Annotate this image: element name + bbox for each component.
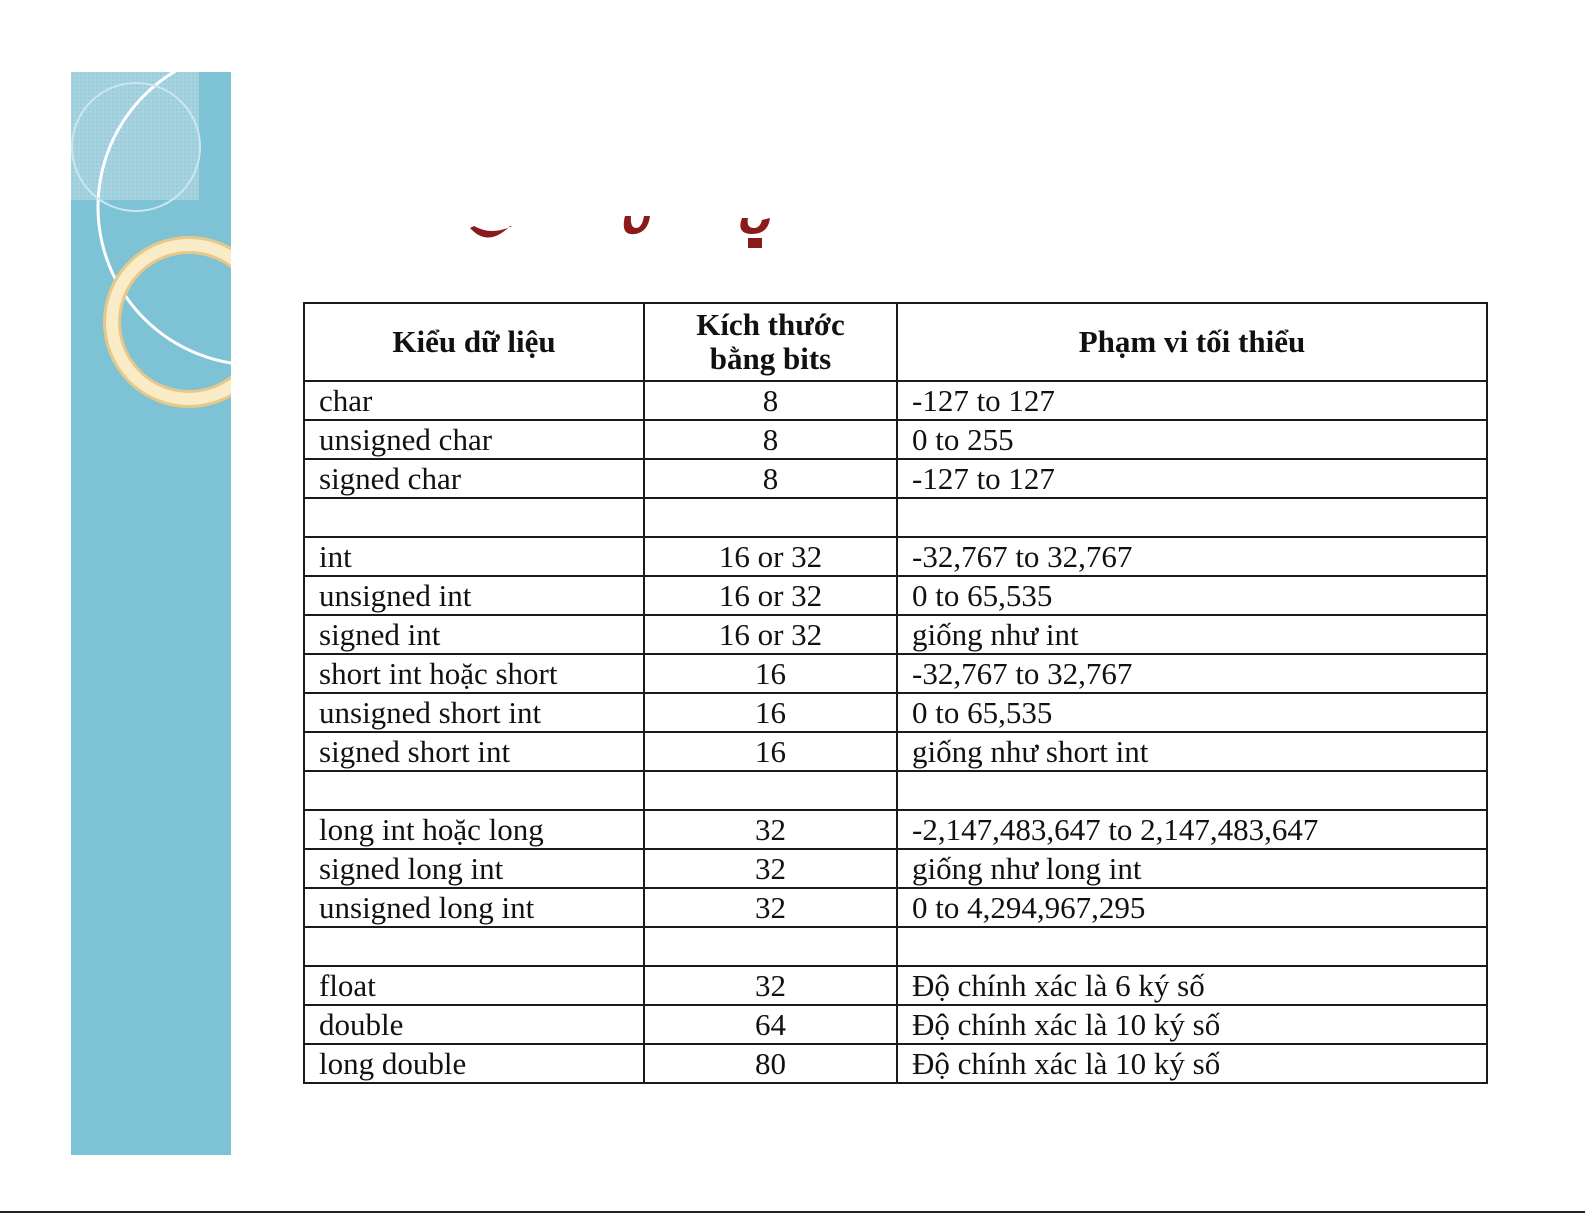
cell-range: -2,147,483,647 to 2,147,483,647 (897, 810, 1487, 849)
cell-range: giống như short int (897, 732, 1487, 771)
cell-type: long double (304, 1044, 644, 1083)
cell-type: signed char (304, 459, 644, 498)
cell-bits: 32 (644, 849, 897, 888)
table-body (304, 381, 1487, 1083)
cell-range (897, 927, 1487, 966)
header-data-type: Kiểu dữ liệu (304, 303, 644, 381)
cell-type: unsigned char (304, 420, 644, 459)
table-row-spacer (304, 771, 1487, 810)
table-row (304, 381, 1487, 420)
cell-range: -32,767 to 32,767 (897, 654, 1487, 693)
cell-range: giống như long int (897, 849, 1487, 888)
cell-range: 0 to 4,294,967,295 (897, 888, 1487, 927)
cell-type (304, 927, 644, 966)
cell-type: float (304, 966, 644, 1005)
table-row (304, 732, 1487, 771)
cell-bits: 8 (644, 381, 897, 420)
table-row (304, 420, 1487, 459)
cell-range (897, 771, 1487, 810)
cell-bits: 8 (644, 459, 897, 498)
cell-bits: 16 or 32 (644, 615, 897, 654)
cell-type: char (304, 381, 644, 420)
cell-range: giống như int (897, 615, 1487, 654)
cell-type: int (304, 537, 644, 576)
table-row (304, 537, 1487, 576)
data-types-table-container (303, 302, 1486, 1084)
dotted-texture-block (71, 72, 199, 200)
table-header-row (304, 303, 1487, 381)
cell-range: Độ chính xác là 6 ký số (897, 966, 1487, 1005)
cell-type (304, 498, 644, 537)
cell-bits: 32 (644, 888, 897, 927)
cell-type: unsigned short int (304, 693, 644, 732)
cell-bits: 16 or 32 (644, 537, 897, 576)
cell-bits: 32 (644, 966, 897, 1005)
cell-range: -127 to 127 (897, 381, 1487, 420)
table-row (304, 966, 1487, 1005)
cell-bits (644, 771, 897, 810)
header-size-bits: Kích thước bằng bits (644, 303, 897, 381)
decorative-side-band (71, 72, 231, 1155)
header-min-range: Phạm vi tối thiểu (897, 303, 1487, 381)
cream-ring-inner (112, 245, 231, 399)
bottom-divider-line (0, 1211, 1585, 1213)
cell-type: signed long int (304, 849, 644, 888)
cell-type: signed int (304, 615, 644, 654)
cell-bits (644, 927, 897, 966)
slide-title-cut-off (460, 196, 800, 256)
cell-type (304, 771, 644, 810)
table-row (304, 1044, 1487, 1083)
cell-range (897, 498, 1487, 537)
cell-bits: 16 (644, 732, 897, 771)
cell-bits: 8 (644, 420, 897, 459)
cell-range: 0 to 65,535 (897, 576, 1487, 615)
cell-range: Độ chính xác là 10 ký số (897, 1044, 1487, 1083)
cell-type: short int hoặc short (304, 654, 644, 693)
table-row (304, 459, 1487, 498)
table-row (304, 888, 1487, 927)
cell-range: -32,767 to 32,767 (897, 537, 1487, 576)
table-row-spacer (304, 927, 1487, 966)
table-row (304, 654, 1487, 693)
cell-range: Độ chính xác là 10 ký số (897, 1005, 1487, 1044)
cell-type: double (304, 1005, 644, 1044)
cell-bits: 16 or 32 (644, 576, 897, 615)
table-row-spacer (304, 498, 1487, 537)
cell-type: unsigned int (304, 576, 644, 615)
table-row (304, 810, 1487, 849)
table-row (304, 849, 1487, 888)
cell-range: -127 to 127 (897, 459, 1487, 498)
cell-bits: 80 (644, 1044, 897, 1083)
data-types-table (303, 302, 1488, 1084)
cell-bits: 16 (644, 654, 897, 693)
table-row (304, 576, 1487, 615)
cell-type: long int hoặc long (304, 810, 644, 849)
table-row (304, 615, 1487, 654)
cell-range: 0 to 255 (897, 420, 1487, 459)
cell-range: 0 to 65,535 (897, 693, 1487, 732)
cell-bits: 64 (644, 1005, 897, 1044)
cell-type: unsigned long int (304, 888, 644, 927)
cell-bits (644, 498, 897, 537)
decorative-rings-graphic (71, 72, 231, 1155)
table-row (304, 693, 1487, 732)
cell-type: signed short int (304, 732, 644, 771)
cell-bits: 16 (644, 693, 897, 732)
cell-bits: 32 (644, 810, 897, 849)
table-row (304, 1005, 1487, 1044)
